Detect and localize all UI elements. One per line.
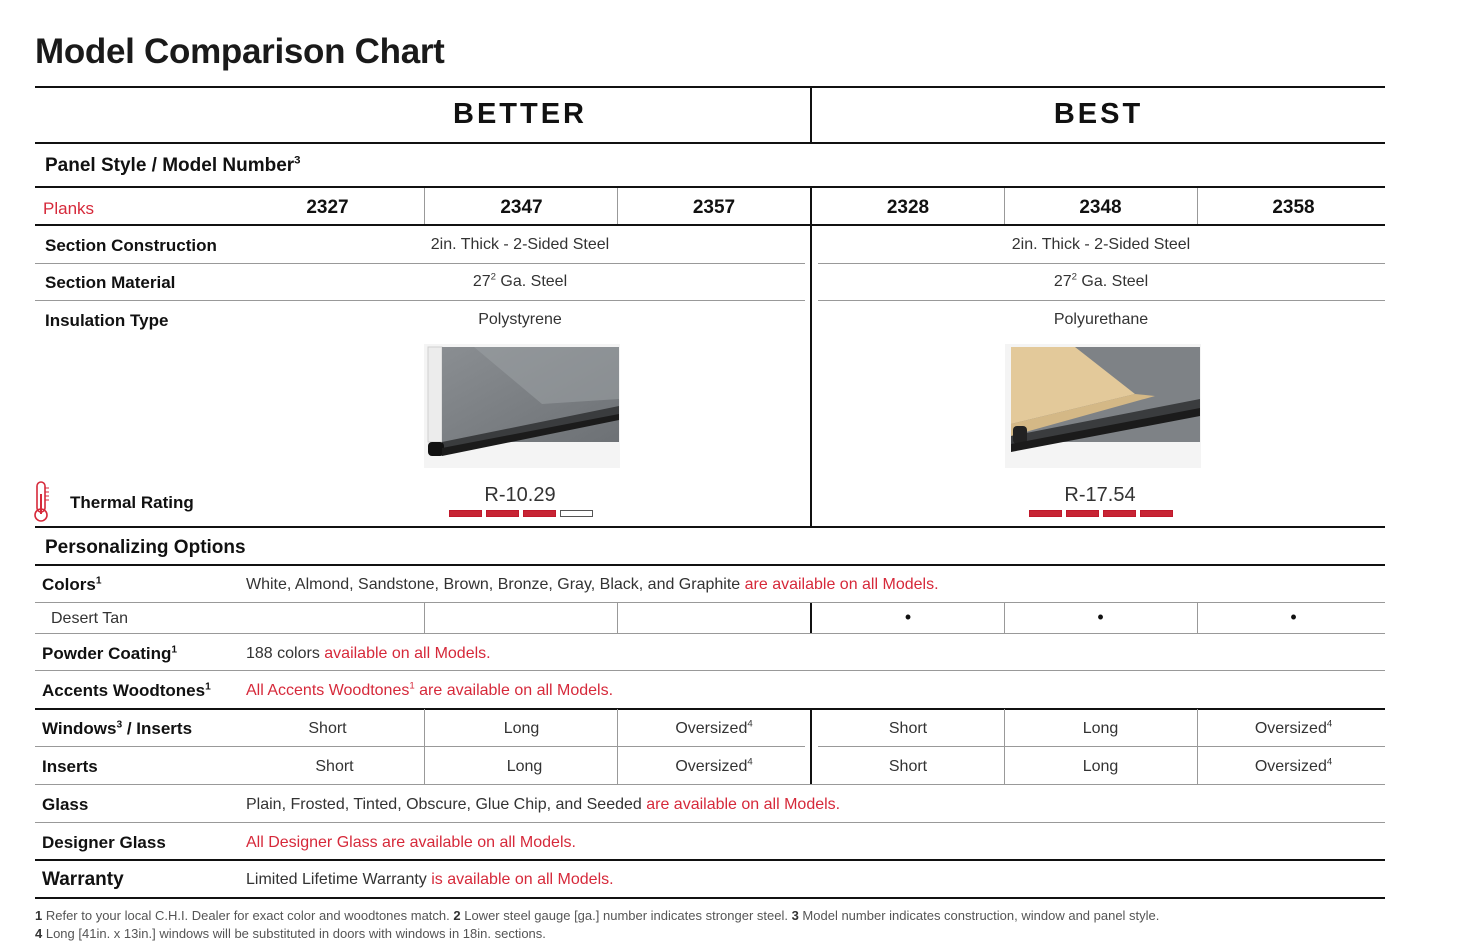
panel-style-header: Panel Style / Model Number$^3$ [45,154,301,176]
inserts-2347: Long [506,758,543,775]
section-construction-better: 2in. Thick - 2-Sided Steel [430,236,610,253]
model-2328: 2328 [886,197,930,218]
accents-woodtones-label: Accents Woodtones$^1$ [42,681,211,700]
row-rule [818,746,1385,747]
inserts-2357: Oversized$^4$ [675,756,753,775]
row-rule [35,633,1385,634]
warranty-text: Limited Lifetime Warranty is available on all Models. [246,871,614,888]
polyurethane-panel-image [1005,344,1201,468]
row-rule [818,300,1385,301]
row-divider [1004,709,1005,784]
warranty-label: Warranty [42,869,124,890]
model-divider [424,188,425,225]
desert-tan-label: Desert Tan [51,610,129,627]
windows-2358: Oversized$^4$ [1254,718,1333,737]
desert-tan-dot-2348: • [1097,607,1104,627]
row-divider [810,709,812,784]
tier-best: BEST [1053,98,1144,130]
row-rule [35,784,1385,785]
windows-2328: Short [888,720,928,737]
thermal-bar-segment [560,510,593,517]
model-2347: 2347 [500,197,543,218]
model-2348: 2348 [1079,197,1122,218]
row-rule [35,670,1385,671]
row-divider [424,709,425,784]
page-title: Model Comparison Chart [35,32,445,71]
bottom-rule [35,897,1385,899]
thermal-best-value: R-17.54 [1064,484,1136,506]
insulation-best: Polyurethane [1053,311,1149,328]
designer-glass-label: Designer Glass [42,833,166,852]
row-rule [35,602,1385,603]
inserts-2358: Oversized$^4$ [1254,756,1333,775]
model-divider [1004,188,1005,225]
glass-text: Plain, Frosted, Tinted, Obscure, Glue Chip, and Seeded are available on all Models. [246,796,841,813]
section-material-better: $27^2$ Ga. Steel [472,271,568,290]
section-material-label: Section Material [45,273,176,292]
model-divider [1197,188,1198,225]
desert-tan-dot-2328: • [904,607,912,627]
insulation-better: Polystyrene [478,311,562,328]
footnote-line-2: 4 Long [41in. x 13in.] windows will be substituted in doors with windows in 18in. sections. [35,926,546,941]
panel-style-rule [35,186,1385,188]
inserts-label: Inserts [42,757,98,776]
inserts-2328: Short [888,758,928,775]
tier-divider [810,87,812,143]
specs-bottom-rule [35,526,1385,528]
thermal-bar-segment [486,510,519,517]
section-construction-best: 2in. Thick - 2-Sided Steel [1011,236,1191,253]
windows-2348: Long [1082,720,1119,737]
planks-label: Planks [43,199,95,218]
powder-coating-label: Powder Coating$^1$ [42,644,178,663]
inserts-2348: Long [1082,758,1119,775]
designer-glass-text: All Designer Glass are available on all Models. [246,834,576,851]
desert-tan-dot-2358: • [1290,607,1297,627]
row-rule [35,708,1385,710]
row-rule [35,822,1385,823]
windows-2327: Short [308,720,347,737]
thermal-bar-segment [523,510,556,517]
row-rule [818,263,1385,264]
windows-inserts-label: Windows$^3$ / Inserts [42,719,193,738]
thermal-bar-segment [1140,510,1173,517]
thermometer-icon [33,480,53,524]
row-rule [35,300,805,301]
colors-label: Colors$^1$ [42,575,102,594]
inserts-2327: Short [315,758,354,775]
thermal-rating-label: Thermal Rating [70,493,194,512]
insulation-type-label: Insulation Type [45,311,169,330]
footnote-line-1: 1 Refer to your local C.H.I. Dealer for exact color and woodtones match. 2 Lower steel gauge [ga.] number indicates stronger steel. 3 Model number indicates construction, window and panel style. [35,908,1160,923]
models-rule [35,224,1385,226]
model-divider [617,188,618,225]
model-2358: 2358 [1272,197,1315,218]
row-divider [424,603,425,633]
row-rule [35,859,1385,861]
tier-better: BETTER [453,98,587,130]
thermal-better-value: R-10.29 [484,484,556,506]
row-divider [1197,709,1198,784]
colors-text: White, Almond, Sandstone, Brown, Bronze, Gray, Black, and Graphite are available on all Models. [246,576,939,593]
personalizing-header: Personalizing Options [45,537,246,558]
row-rule [35,263,805,264]
row-divider [617,709,618,784]
row-divider [617,603,618,633]
personalizing-rule [35,564,1385,566]
accents-woodtones-text: All Accents Woodtones$^1$ are available on all Models. [246,680,614,699]
thermal-bar-segment [1103,510,1136,517]
powder-coating-text: 188 colors available on all Models. [246,645,491,662]
model-2357: 2357 [692,197,736,218]
thermal-bar-segment [1066,510,1099,517]
tier-rule [35,142,1385,144]
windows-2347: Long [503,720,540,737]
row-rule [35,746,805,747]
top-rule [35,86,1385,88]
thermal-bar-segment [1029,510,1062,517]
section-construction-label: Section Construction [45,236,217,255]
windows-2357: Oversized$^4$ [675,718,753,737]
section-material-best: $27^2$ Ga. Steel [1053,271,1149,290]
glass-label: Glass [42,795,89,814]
thermal-bar-segment [449,510,482,517]
model-2327: 2327 [306,197,349,218]
polystyrene-panel-image [424,344,620,468]
